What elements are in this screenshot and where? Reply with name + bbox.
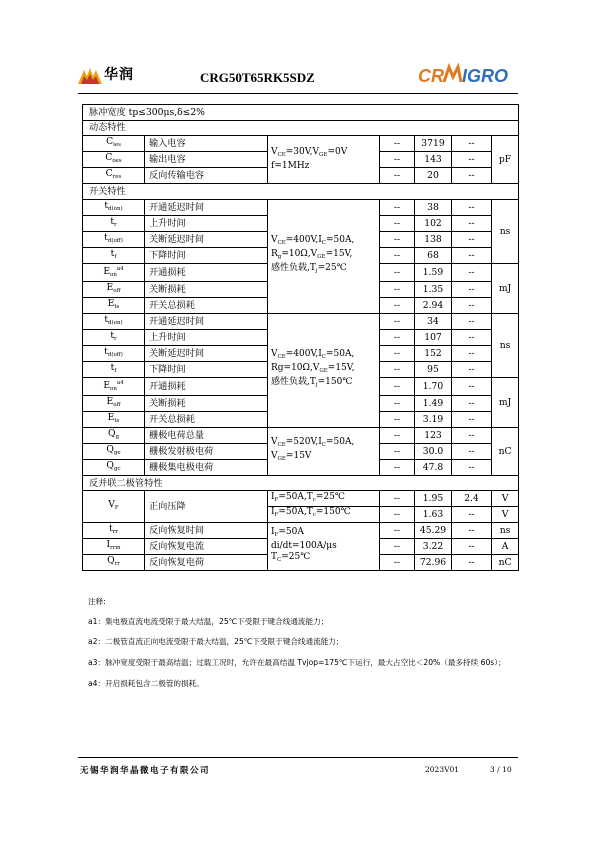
- table-row: $t_{d(on)}$ 开通延迟时间 $V_{CE}=400V,I_C=50A$, $R_g=10\Omega,V_{GE}=15V$, 感性负载$,T_j=25℃$ -- 38 -- ns: [83, 199, 519, 215]
- table-row: $t_f$ 下降时间 -- 68 --: [83, 247, 519, 263]
- table-row: $C_{oes}$ 输出电容 -- 143 --: [83, 152, 519, 168]
- section-diode: 反并联二极管特性: [83, 475, 519, 491]
- table-row: $E_{on}^{a4}$ 开通损耗 -- 1.59 -- mJ: [83, 263, 519, 281]
- table-row: $t_{rr}$ 反向恢复时间 $I_F=50A$ di/dt=100A/μs $T_C=25℃$ -- 45.29 -- ns: [83, 522, 519, 538]
- footer-version: 2023V01: [425, 765, 460, 774]
- note-a1: a1：集电极直流电流受限于最大结温，25℃下受限于键合线通流能力；: [88, 617, 329, 626]
- pulse-width-row: 脉冲宽度 tp≤300μs,δ≤2%: [83, 105, 519, 121]
- document-title: CRG50T65RK5SDZ: [200, 70, 315, 85]
- table-row: $t_{d(on)}$ 开通延迟时间 $V_{CE}=400V,I_C=50A$, $Rg=10\Omega,V_{GE}=15V$, 感性负载$,T_j=150℃$ -- 34 -- ns: [83, 313, 519, 329]
- reverse-recovery-condition: $I_F=50A$ di/dt=100A/μs $T_C=25℃$: [268, 522, 380, 570]
- table-row: $C_{res}$ 反向传输电容 -- 20 --: [83, 168, 519, 184]
- capacitance-condition: $V_{CE}=30V,V_{GE}=0V$ f=1MHz: [268, 136, 380, 184]
- table-row: $Q_{rr}$ 反向恢复电荷 -- 72.96 -- nC: [83, 554, 519, 570]
- table-row: $E_{off}$ 关断损耗 -- 1.35 --: [83, 281, 519, 297]
- table-row: $E_{on}^{a4}$ 开通损耗 -- 1.70 -- mJ: [83, 377, 519, 395]
- section-dynamic: 动态特性: [83, 120, 519, 136]
- note-a2: a2：二极管直流正向电流受限于最大结温，25℃下受限于键合线通流能力；: [88, 637, 344, 646]
- footer-page-number: 3 / 10: [490, 765, 512, 774]
- table-row: $t_{d(off)}$ 关断延迟时间 -- 152 --: [83, 345, 519, 361]
- crmicro-logo: [418, 62, 514, 88]
- svg-text:CR: CR: [418, 66, 444, 86]
- huarun-logo: [78, 62, 134, 84]
- table-row: $t_r$ 上升时间 -- 107 --: [83, 329, 519, 345]
- table-row: $Q_g$ 栅极电荷总量 $V_{CE}=520V,I_C=50A$, $V_{GE}=15V$ -- 123 -- nC: [83, 427, 519, 443]
- gate-charge-condition: $V_{CE}=520V,I_C=50A$, $V_{GE}=15V$: [268, 427, 380, 475]
- table-row: $I_F=50A,T_c=150℃$ -- 1.63 -- V: [83, 506, 519, 522]
- huarun-mark-icon: [78, 66, 102, 84]
- svg-text:IGRO: IGRO: [462, 66, 509, 86]
- note-a4: a4：开启损耗包含二极管的损耗。: [88, 679, 204, 688]
- table-row: $Q_{gc}$ 栅极集电极电荷 -- 47.8 --: [83, 459, 519, 475]
- table-row: $E_{off}$ 关断损耗 -- 1.49 --: [83, 395, 519, 411]
- footer-company: 无锡华润华晶微电子有限公司: [80, 766, 211, 776]
- table-row: $I_{rrm}$ 反向恢复电流 -- 3.22 -- A: [83, 538, 519, 554]
- note-a3: a3：脉冲宽度受限于最高结温；过载工况时，允许在最高结温 Tvjop=175℃下运行，最大占空比＜20%（最多持续 60s）；: [88, 658, 506, 667]
- switching-condition-25c: $V_{CE}=400V,I_C=50A$, $R_g=10\Omega,V_{GE}=15V$, 感性负载$,T_j=25℃$: [268, 199, 380, 313]
- huarun-brand-text: 华润: [104, 67, 134, 83]
- table-row: $E_{ts}$ 开关总损耗 -- 2.94 --: [83, 297, 519, 313]
- table-row: $E_{ts}$ 开关总损耗 -- 3.19 --: [83, 411, 519, 427]
- table-row: $C_{ies}$ 输入电容 $V_{CE}=30V,V_{GE}=0V$ f=1MHz -- 3719 -- pF: [83, 136, 519, 152]
- notes-title: 注释:: [88, 597, 106, 606]
- header-rule: [78, 93, 518, 94]
- electrical-characteristics-table: [82, 104, 519, 571]
- footer-rule: [78, 757, 518, 758]
- section-switching: 开关特性: [83, 184, 519, 200]
- table-row: $t_f$ 下降时间 -- 95 --: [83, 361, 519, 377]
- table-row: $t_{d(off)}$ 关断延迟时间 -- 138 --: [83, 231, 519, 247]
- switching-condition-150c: $V_{CE}=400V,I_C=50A$, $Rg=10\Omega,V_{GE}=15V$, 感性负载$,T_j=150℃$: [268, 313, 380, 427]
- table-row: $t_r$ 上升时间 -- 102 --: [83, 215, 519, 231]
- table-row: $V_F$ 正向压降 $I_F=50A,T_c=25℃$ -- 1.95 2.4 V: [83, 491, 519, 507]
- table-row: $Q_{ge}$ 栅极发射极电荷 -- 30.0 --: [83, 443, 519, 459]
